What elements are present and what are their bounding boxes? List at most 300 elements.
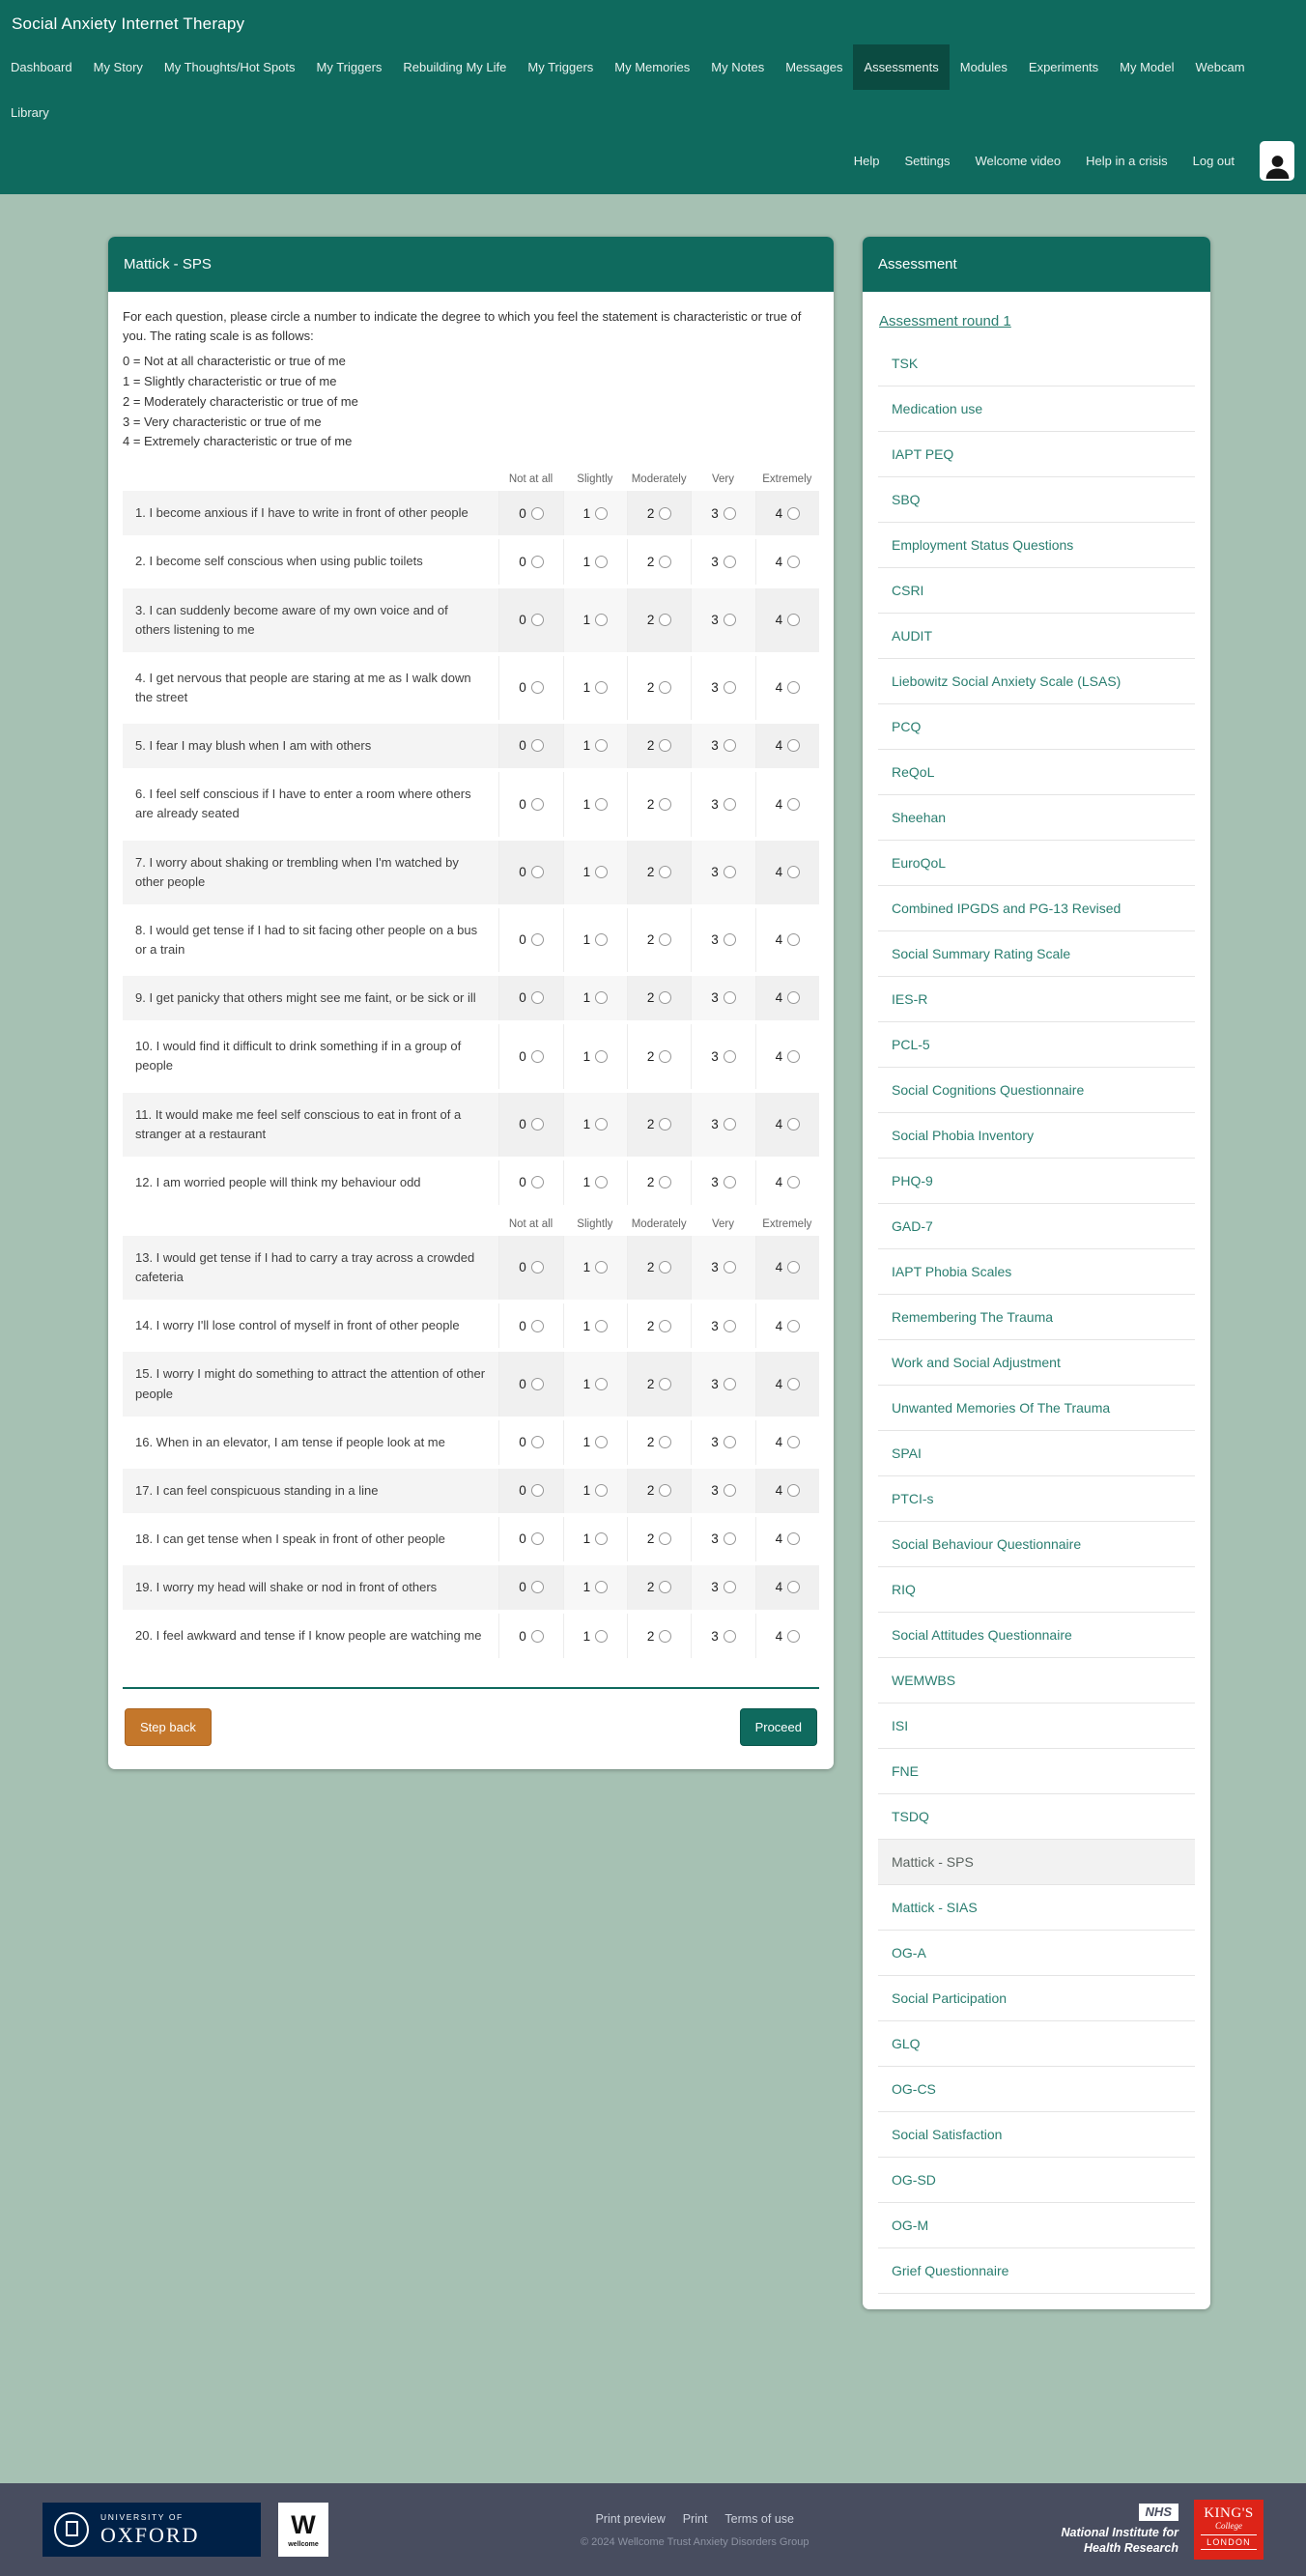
- option-value-label: 4: [775, 1116, 783, 1131]
- radio-q3-1[interactable]: [595, 614, 608, 626]
- assessment-item-og-m[interactable]: OG-M: [878, 2203, 1195, 2248]
- assessment-item-spai[interactable]: SPAI: [878, 1431, 1195, 1476]
- radio-q4-0[interactable]: [531, 681, 544, 694]
- assessment-item-wemwbs[interactable]: WEMWBS: [878, 1658, 1195, 1703]
- option-value-label: 4: [775, 1483, 783, 1499]
- option-cell-q4-2: [627, 656, 691, 720]
- assessment-item-iapt-phobia-scales[interactable]: IAPT Phobia Scales: [878, 1249, 1195, 1295]
- radio-q11-4[interactable]: [787, 1118, 800, 1131]
- radio-q16-1[interactable]: [595, 1436, 608, 1448]
- assessment-item-tsk[interactable]: TSK: [878, 341, 1195, 386]
- footer-logos-right: [1061, 2500, 1263, 2560]
- radio-q5-1[interactable]: [595, 739, 608, 752]
- nav-item-my-thoughts-hot-spots[interactable]: My Thoughts/Hot Spots: [163, 60, 296, 74]
- assessment-item-sheehan[interactable]: Sheehan: [878, 795, 1195, 841]
- option-cell-q17-0: [498, 1469, 562, 1513]
- option-value-label: 4: [775, 932, 783, 948]
- option-cell-q11-3: [691, 1093, 754, 1157]
- option-value-label: 1: [582, 680, 591, 696]
- radio-q17-0[interactable]: [531, 1484, 544, 1497]
- radio-q1-0[interactable]: [531, 507, 544, 520]
- radio-q19-4[interactable]: [787, 1581, 800, 1593]
- option-cell-q19-4: [755, 1565, 819, 1610]
- app-title: Social Anxiety Internet Therapy: [12, 14, 245, 33]
- option-cell-q2-1: [563, 539, 627, 584]
- option-value-label: 3: [711, 1580, 719, 1595]
- questionnaire-body: [108, 292, 834, 1769]
- option-value-label: 1: [582, 932, 591, 948]
- radio-q13-3[interactable]: [724, 1261, 736, 1274]
- radio-q11-0[interactable]: [531, 1118, 544, 1131]
- assessment-item-pcl-5[interactable]: PCL-5: [878, 1022, 1195, 1068]
- radio-q5-4[interactable]: [787, 739, 800, 752]
- radio-q6-1[interactable]: [595, 798, 608, 811]
- radio-q5-2[interactable]: [659, 739, 671, 752]
- radio-q17-2[interactable]: [659, 1484, 671, 1497]
- option-value-label: 0: [519, 1318, 526, 1333]
- radio-q20-4[interactable]: [787, 1630, 800, 1643]
- question-row-19: [123, 1565, 819, 1610]
- option-cell-q7-3: [691, 841, 754, 904]
- assessment-item-gad-7[interactable]: GAD-7: [878, 1204, 1195, 1249]
- radio-q6-3[interactable]: [724, 798, 736, 811]
- option-cell-q7-1: [563, 841, 627, 904]
- footer-link-terms-of-use[interactable]: Terms of use: [724, 2511, 794, 2526]
- option-value-label: 4: [775, 1376, 783, 1391]
- radio-q18-4[interactable]: [787, 1532, 800, 1545]
- user-nav-links: [854, 154, 1235, 168]
- radio-q7-4[interactable]: [787, 866, 800, 878]
- radio-q9-3[interactable]: [724, 991, 736, 1004]
- radio-q7-2[interactable]: [659, 866, 671, 878]
- nav-item-my-triggers[interactable]: My Triggers: [316, 60, 383, 74]
- avatar[interactable]: [1260, 141, 1294, 181]
- radio-q19-3[interactable]: [724, 1581, 736, 1593]
- radio-q8-4[interactable]: [787, 933, 800, 946]
- option-value-label: 2: [646, 1260, 655, 1275]
- radio-q15-2[interactable]: [659, 1378, 671, 1390]
- assessment-item-unwanted-memories-of-the-trauma[interactable]: Unwanted Memories Of The Trauma: [878, 1386, 1195, 1431]
- option-value-label: 3: [711, 1116, 719, 1131]
- question-row-10: [123, 1024, 819, 1088]
- nav-item-webcam[interactable]: Webcam: [1195, 60, 1245, 74]
- assessment-item-riq[interactable]: RIQ: [878, 1567, 1195, 1613]
- assessment-item-grief-questionnaire[interactable]: Grief Questionnaire: [878, 2248, 1195, 2294]
- option-value-label: 2: [646, 1175, 655, 1190]
- assessment-round-link[interactable]: Assessment round 1: [879, 313, 1011, 329]
- option-value-label: 4: [775, 1318, 783, 1333]
- option-value-label: 4: [775, 680, 783, 696]
- radio-q12-1[interactable]: [595, 1176, 608, 1188]
- radio-q9-4[interactable]: [787, 991, 800, 1004]
- option-cell-q13-1: [563, 1236, 627, 1300]
- option-value-label: 1: [582, 738, 591, 754]
- user-nav-help-in-a-crisis[interactable]: Help in a crisis: [1086, 154, 1168, 168]
- option-value-label: 1: [582, 1318, 591, 1333]
- radio-q1-4[interactable]: [787, 507, 800, 520]
- option-value-label: 3: [711, 1483, 719, 1499]
- option-value-label: 0: [519, 1483, 526, 1499]
- assessment-item-og-a[interactable]: OG-A: [878, 1931, 1195, 1976]
- option-cell-q8-2: [627, 908, 691, 972]
- radio-q8-1[interactable]: [595, 933, 608, 946]
- nav-item-experiments[interactable]: Experiments: [1028, 60, 1099, 74]
- option-value-label: 4: [775, 796, 783, 812]
- option-cell-q14-2: [627, 1303, 691, 1348]
- assessment-item-remembering-the-trauma[interactable]: Remembering The Trauma: [878, 1295, 1195, 1340]
- radio-q12-4[interactable]: [787, 1176, 800, 1188]
- question-row-3: [123, 588, 819, 652]
- radio-q18-3[interactable]: [724, 1532, 736, 1545]
- nav-item-my-story[interactable]: My Story: [93, 60, 143, 74]
- question-text-15: 15. I worry I might do something to attract the attention of other people: [123, 1352, 498, 1416]
- radio-q10-1[interactable]: [595, 1050, 608, 1063]
- scale-line: 0 = Not at all characteristic or true of me: [123, 354, 346, 369]
- radio-q9-2[interactable]: [659, 991, 671, 1004]
- radio-q9-0[interactable]: [531, 991, 544, 1004]
- radio-q1-1[interactable]: [595, 507, 608, 520]
- assessment-item-euroqol[interactable]: EuroQoL: [878, 841, 1195, 886]
- assessment-item-glq[interactable]: GLQ: [878, 2021, 1195, 2067]
- radio-q8-0[interactable]: [531, 933, 544, 946]
- assessment-item-tsdq[interactable]: TSDQ: [878, 1794, 1195, 1840]
- question-row-14: [123, 1303, 819, 1348]
- option-value-label: 1: [582, 1580, 591, 1595]
- option-cell-q12-1: [563, 1160, 627, 1205]
- radio-q6-4[interactable]: [787, 798, 800, 811]
- option-cell-q17-4: [755, 1469, 819, 1513]
- assessment-item-mattick-sps[interactable]: Mattick - SPS: [878, 1840, 1195, 1885]
- sidebar-title: Assessment: [863, 237, 1210, 292]
- assessment-item-pcq[interactable]: PCQ: [878, 704, 1195, 750]
- option-cell-q1-0: [498, 491, 562, 535]
- radio-q4-2[interactable]: [659, 681, 671, 694]
- radio-q7-0[interactable]: [531, 866, 544, 878]
- assessment-item-work-and-social-adjustment[interactable]: Work and Social Adjustment: [878, 1340, 1195, 1386]
- radio-q18-0[interactable]: [531, 1532, 544, 1545]
- option-cell-q1-2: [627, 491, 691, 535]
- column-header-very: Very: [711, 1217, 734, 1230]
- option-cell-q19-1: [563, 1565, 627, 1610]
- nav-item-my-model[interactable]: My Model: [1120, 60, 1175, 74]
- radio-q15-3[interactable]: [724, 1378, 736, 1390]
- option-cell-q15-3: [691, 1352, 754, 1416]
- option-cell-q16-2: [627, 1420, 691, 1465]
- radio-q14-0[interactable]: [531, 1320, 544, 1332]
- option-cell-q3-0: [498, 588, 562, 652]
- option-cell-q11-4: [755, 1093, 819, 1157]
- assessment-item-ptci-s[interactable]: PTCI-s: [878, 1476, 1195, 1522]
- radio-q16-0[interactable]: [531, 1436, 544, 1448]
- radio-q15-0[interactable]: [531, 1378, 544, 1390]
- option-value-label: 3: [711, 505, 719, 521]
- radio-q17-1[interactable]: [595, 1484, 608, 1497]
- option-value-label: 1: [582, 1483, 591, 1499]
- radio-q13-0[interactable]: [531, 1261, 544, 1274]
- option-cell-q18-2: [627, 1517, 691, 1561]
- question-text-16: 16. When in an elevator, I am tense if people look at me: [135, 1434, 445, 1449]
- column-header-extremely: Extremely: [762, 1217, 812, 1230]
- assessment-item-social-attitudes-questionnaire[interactable]: Social Attitudes Questionnaire: [878, 1613, 1195, 1658]
- option-cell-q8-0: [498, 908, 562, 972]
- assessment-item-ies-r[interactable]: IES-R: [878, 977, 1195, 1022]
- radio-q2-3[interactable]: [724, 556, 736, 568]
- wellcome-logo: [278, 2503, 328, 2557]
- radio-q14-3[interactable]: [724, 1320, 736, 1332]
- radio-q19-0[interactable]: [531, 1581, 544, 1593]
- radio-q13-2[interactable]: [659, 1261, 671, 1274]
- radio-q2-4[interactable]: [787, 556, 800, 568]
- question-text-3: 3. I can suddenly become aware of my own voice and of others listening to me: [123, 588, 498, 652]
- radio-q1-2[interactable]: [659, 507, 671, 520]
- radio-q12-2[interactable]: [659, 1176, 671, 1188]
- nav-item-my-triggers[interactable]: My Triggers: [527, 60, 594, 74]
- radio-q2-0[interactable]: [531, 556, 544, 568]
- question-text-14: 14. I worry I'll lose control of myself in front of other people: [135, 1318, 460, 1333]
- radio-q14-1[interactable]: [595, 1320, 608, 1332]
- radio-q8-3[interactable]: [724, 933, 736, 946]
- radio-q19-2[interactable]: [659, 1581, 671, 1593]
- option-cell-q3-3: [691, 588, 754, 652]
- assessment-item-iapt-peq[interactable]: IAPT PEQ: [878, 432, 1195, 477]
- footer-link-print-preview[interactable]: Print preview: [595, 2511, 666, 2526]
- user-nav-log-out[interactable]: Log out: [1192, 154, 1235, 168]
- radio-q18-1[interactable]: [595, 1532, 608, 1545]
- question-text-6: 6. I feel self conscious if I have to enter a room where others are already seated: [135, 787, 471, 821]
- proceed-button[interactable]: Proceed: [740, 1708, 817, 1746]
- radio-q7-1[interactable]: [595, 866, 608, 878]
- question-text-5: 5. I fear I may blush when I am with others: [123, 724, 498, 768]
- option-value-label: 1: [582, 1434, 591, 1449]
- question-text-19: 19. I worry my head will shake or nod in front of others: [123, 1565, 498, 1610]
- radio-q2-1[interactable]: [595, 556, 608, 568]
- option-cell-q5-0: [498, 724, 562, 768]
- radio-q20-1[interactable]: [595, 1630, 608, 1643]
- nav-item-my-memories[interactable]: My Memories: [614, 60, 691, 74]
- user-nav-help[interactable]: Help: [853, 154, 880, 168]
- option-value-label: 0: [519, 554, 526, 569]
- column-header-not-at-all: Not at all: [508, 473, 554, 486]
- option-cell-q10-0: [498, 1024, 562, 1088]
- option-cell-q10-1: [563, 1024, 627, 1088]
- footer-center: [581, 2512, 809, 2548]
- option-value-label: 3: [711, 1260, 719, 1275]
- option-value-label: 0: [519, 1175, 526, 1190]
- radio-q14-4[interactable]: [787, 1320, 800, 1332]
- question-text-20: 20. I feel awkward and tense if I know people are watching me: [135, 1628, 482, 1644]
- radio-q3-4[interactable]: [787, 614, 800, 626]
- assessment-item-medication-use[interactable]: Medication use: [878, 386, 1195, 432]
- assessment-item-social-cognitions-questionnaire[interactable]: Social Cognitions Questionnaire: [878, 1068, 1195, 1113]
- footer-link-print[interactable]: Print: [682, 2511, 708, 2526]
- radio-q16-3[interactable]: [724, 1436, 736, 1448]
- option-cell-q6-0: [498, 772, 562, 836]
- radio-q19-1[interactable]: [595, 1581, 608, 1593]
- option-value-label: 3: [711, 554, 719, 569]
- option-value-label: 2: [646, 738, 655, 754]
- option-value-label: 2: [646, 612, 655, 627]
- radio-q11-3[interactable]: [724, 1118, 736, 1131]
- scale-line: 4 = Extremely characteristic or true of me: [123, 434, 353, 449]
- radio-q17-3[interactable]: [724, 1484, 736, 1497]
- option-value-label: 3: [711, 1434, 719, 1449]
- nav-item-library[interactable]: Library: [11, 105, 49, 120]
- option-value-label: 1: [582, 1628, 591, 1644]
- user-nav: [0, 135, 1306, 188]
- assessment-item-social-satisfaction[interactable]: Social Satisfaction: [878, 2112, 1195, 2158]
- option-value-label: 2: [646, 1531, 655, 1547]
- radio-q7-3[interactable]: [724, 866, 736, 878]
- radio-q3-3[interactable]: [724, 614, 736, 626]
- assessment-item-social-behaviour-questionnaire[interactable]: Social Behaviour Questionnaire: [878, 1522, 1195, 1567]
- assessment-item-og-sd[interactable]: OG-SD: [878, 2158, 1195, 2203]
- questions-table: [123, 460, 819, 1662]
- user-nav-settings[interactable]: Settings: [904, 154, 951, 168]
- radio-q3-2[interactable]: [659, 614, 671, 626]
- option-value-label: 3: [711, 796, 719, 812]
- assessment-item-combined-ipgds-and-pg-13-revised[interactable]: Combined IPGDS and PG-13 Revised: [878, 886, 1195, 931]
- assessment-item-social-participation[interactable]: Social Participation: [878, 1976, 1195, 2021]
- assessment-item-social-summary-rating-scale[interactable]: Social Summary Rating Scale: [878, 931, 1195, 977]
- option-value-label: 3: [711, 1376, 719, 1391]
- nav-item-modules[interactable]: Modules: [959, 60, 1008, 74]
- assessment-item-fne[interactable]: FNE: [878, 1749, 1195, 1794]
- option-value-label: 1: [582, 1175, 591, 1190]
- nav-item-rebuilding-my-life[interactable]: Rebuilding My Life: [403, 60, 507, 74]
- option-cell-q9-2: [627, 976, 691, 1020]
- radio-q10-2[interactable]: [659, 1050, 671, 1063]
- oxford-line2: OXFORD: [100, 2522, 200, 2547]
- radio-q16-4[interactable]: [787, 1436, 800, 1448]
- user-nav-welcome-video[interactable]: Welcome video: [975, 154, 1062, 168]
- radio-q8-2[interactable]: [659, 933, 671, 946]
- option-value-label: 4: [775, 1434, 783, 1449]
- option-cell-q15-0: [498, 1352, 562, 1416]
- radio-q10-0[interactable]: [531, 1050, 544, 1063]
- radio-q2-2[interactable]: [659, 556, 671, 568]
- question-row-8: [123, 908, 819, 972]
- assessment-item-phq-9[interactable]: PHQ-9: [878, 1159, 1195, 1204]
- option-cell-q3-2: [627, 588, 691, 652]
- scale-line: 3 = Very characteristic or true of me: [123, 414, 322, 429]
- radio-q13-4[interactable]: [787, 1261, 800, 1274]
- nav-item-messages[interactable]: Messages: [785, 60, 843, 74]
- assessment-item-isi[interactable]: ISI: [878, 1703, 1195, 1749]
- radio-q1-3[interactable]: [724, 507, 736, 520]
- option-value-label: 0: [519, 1434, 526, 1449]
- option-cell-q6-4: [755, 772, 819, 836]
- option-value-label: 2: [646, 505, 655, 521]
- nav-item-my-notes[interactable]: My Notes: [711, 60, 765, 74]
- option-value-label: 3: [711, 990, 719, 1006]
- radio-q9-1[interactable]: [595, 991, 608, 1004]
- radio-q12-3[interactable]: [724, 1176, 736, 1188]
- radio-q6-2[interactable]: [659, 798, 671, 811]
- radio-q17-4[interactable]: [787, 1484, 800, 1497]
- nihr-logo: [1061, 2504, 1178, 2557]
- option-cell-q13-2: [627, 1236, 691, 1300]
- option-cell-q7-4: [755, 841, 819, 904]
- radio-q11-1[interactable]: [595, 1118, 608, 1131]
- option-value-label: 0: [519, 864, 526, 879]
- radio-q5-3[interactable]: [724, 739, 736, 752]
- option-cell-q9-0: [498, 976, 562, 1020]
- assessment-item-liebowitz-social-anxiety-scale-lsas[interactable]: Liebowitz Social Anxiety Scale (LSAS): [878, 659, 1195, 704]
- assessment-item-og-cs[interactable]: OG-CS: [878, 2067, 1195, 2112]
- assessment-item-audit[interactable]: AUDIT: [878, 614, 1195, 659]
- option-cell-q7-0: [498, 841, 562, 904]
- option-cell-q1-1: [563, 491, 627, 535]
- radio-q18-2[interactable]: [659, 1532, 671, 1545]
- radio-q20-3[interactable]: [724, 1630, 736, 1643]
- option-cell-q14-3: [691, 1303, 754, 1348]
- option-cell-q5-2: [627, 724, 691, 768]
- assessment-item-sbq[interactable]: SBQ: [878, 477, 1195, 523]
- option-cell-q16-0: [498, 1420, 562, 1465]
- step-back-button[interactable]: Step back: [125, 1708, 212, 1746]
- option-value-label: 3: [711, 680, 719, 696]
- option-value-label: 1: [582, 554, 591, 569]
- question-text-1: 1. I become anxious if I have to write in front of other people: [123, 491, 498, 535]
- option-cell-q6-3: [691, 772, 754, 836]
- option-value-label: 0: [519, 796, 526, 812]
- assessment-item-mattick-sias[interactable]: Mattick - SIAS: [878, 1885, 1195, 1931]
- radio-q4-4[interactable]: [787, 681, 800, 694]
- option-cell-q11-2: [627, 1093, 691, 1157]
- assessment-item-csri[interactable]: CSRI: [878, 568, 1195, 614]
- radio-q15-1[interactable]: [595, 1378, 608, 1390]
- radio-q14-2[interactable]: [659, 1320, 671, 1332]
- main-nav-list-row2: [0, 90, 1306, 135]
- radio-q5-0[interactable]: [531, 739, 544, 752]
- option-cell-q20-3: [691, 1614, 754, 1658]
- option-cell-q8-4: [755, 908, 819, 972]
- radio-q4-1[interactable]: [595, 681, 608, 694]
- option-value-label: 0: [519, 1531, 526, 1547]
- radio-q13-1[interactable]: [595, 1261, 608, 1274]
- radio-q20-0[interactable]: [531, 1630, 544, 1643]
- option-value-label: 0: [519, 1580, 526, 1595]
- radio-q12-0[interactable]: [531, 1176, 544, 1188]
- wellcome-w-icon: W: [291, 2509, 316, 2539]
- radio-q10-3[interactable]: [724, 1050, 736, 1063]
- question-row-12: [123, 1160, 819, 1205]
- option-cell-q6-2: [627, 772, 691, 836]
- option-cell-q16-3: [691, 1420, 754, 1465]
- radio-q10-4[interactable]: [787, 1050, 800, 1063]
- radio-q20-2[interactable]: [659, 1630, 671, 1643]
- question-text-11: 11. It would make me feel self conscious to eat in front of a stranger at a restaurant: [123, 1093, 498, 1157]
- column-header-moderately: Moderately: [631, 473, 687, 486]
- radio-q4-3[interactable]: [724, 681, 736, 694]
- option-value-label: 0: [519, 1116, 526, 1131]
- radio-q3-0[interactable]: [531, 614, 544, 626]
- assessment-item-reqol[interactable]: ReQoL: [878, 750, 1195, 795]
- option-value-label: 0: [519, 990, 526, 1006]
- option-value-label: 0: [519, 505, 526, 521]
- radio-q11-2[interactable]: [659, 1118, 671, 1131]
- nihr-line2: Health Research: [1084, 2541, 1178, 2555]
- option-value-label: 4: [775, 612, 783, 627]
- nav-item-dashboard[interactable]: Dashboard: [11, 60, 72, 74]
- assessment-item-social-phobia-inventory[interactable]: Social Phobia Inventory: [878, 1113, 1195, 1159]
- assessment-item-employment-status-questions[interactable]: Employment Status Questions: [878, 523, 1195, 568]
- radio-q16-2[interactable]: [659, 1436, 671, 1448]
- radio-q6-0[interactable]: [531, 798, 544, 811]
- radio-q15-4[interactable]: [787, 1378, 800, 1390]
- option-value-label: 4: [775, 554, 783, 569]
- nav-item-assessments[interactable]: Assessments: [853, 44, 949, 90]
